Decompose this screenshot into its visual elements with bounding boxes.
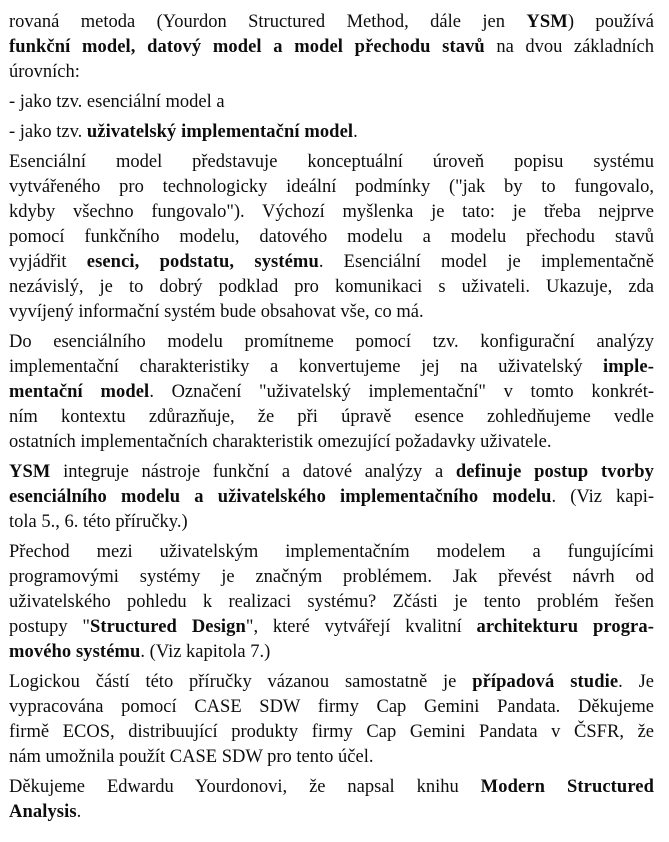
text-segment: . Označení "uživatelský implementační" v tomto konkrét- bbox=[149, 382, 654, 402]
text-segment: na dvou základních bbox=[484, 37, 654, 57]
bold-text-segment: Analysis bbox=[9, 802, 77, 822]
text-line bbox=[9, 200, 654, 225]
text-segment: . bbox=[353, 122, 358, 142]
text-line bbox=[9, 565, 654, 590]
text-segment: . Je bbox=[618, 672, 655, 692]
text-line bbox=[9, 150, 654, 175]
text-line bbox=[9, 250, 654, 275]
text-segment: úrovních: bbox=[9, 62, 80, 82]
text-segment: pomocí funkčního modelu, datového modelu a modelu přechodu stavů bbox=[9, 227, 654, 247]
text-line bbox=[9, 720, 654, 745]
text-segment: programovými systémy je značným problémem. Jak převést návrh od bbox=[9, 567, 654, 587]
bold-text-segment: esenci, podstatu, systému bbox=[86, 252, 319, 272]
text-line bbox=[9, 640, 654, 665]
text-segment: . bbox=[76, 802, 82, 822]
text-line bbox=[9, 380, 654, 405]
text-segment: kdyby všechno fungovalo"). Výchozí myšlenka je tato: je třeba nejprve bbox=[9, 202, 654, 222]
bold-text-segment: Modern Structured bbox=[480, 777, 654, 797]
text-line bbox=[9, 485, 654, 510]
paragraph bbox=[9, 670, 654, 770]
text-segment: vytvářeného pro technologicky ideální podmínky ("jak by to fungovalo, bbox=[9, 177, 654, 197]
text-segment: vypracována pomocí CASE SDW firmy Cap Gemini Pandata. Děkujeme bbox=[9, 697, 654, 717]
text-segment: Děkujeme Edwardu Yourdonovi, že napsal knihu bbox=[9, 777, 481, 797]
paragraph bbox=[9, 10, 654, 85]
text-line bbox=[9, 90, 654, 115]
text-line bbox=[9, 405, 654, 430]
text-segment: Přechod mezi uživatelským implementačním modelem a fungujícími bbox=[9, 542, 654, 562]
bold-text-segment: imple- bbox=[603, 357, 654, 377]
paragraph bbox=[9, 150, 654, 325]
text-line bbox=[9, 800, 654, 825]
bold-text-segment: architekturu progra- bbox=[476, 617, 654, 637]
bold-text-segment: mového systému bbox=[9, 642, 141, 662]
text-segment: . (Viz kapi- bbox=[551, 487, 654, 507]
text-line bbox=[9, 300, 654, 325]
bold-text-segment: uživatelský implementační model bbox=[86, 122, 354, 142]
text-segment: vyvíjený informační systém bude obsahovat vše, co má. bbox=[9, 302, 424, 322]
text-line bbox=[9, 460, 654, 485]
text-line bbox=[9, 745, 654, 770]
paragraph bbox=[9, 460, 654, 535]
text-segment: tola 5., 6. této příručky.) bbox=[9, 512, 188, 532]
text-line bbox=[9, 355, 654, 380]
bold-text-segment: případová studie bbox=[472, 672, 619, 692]
bold-text-segment: Structured Design bbox=[89, 617, 246, 637]
text-line bbox=[9, 670, 654, 695]
text-segment: implementační charakteristiky a konvertujeme jej na uživatelský bbox=[9, 357, 604, 377]
text-line bbox=[9, 775, 654, 800]
bold-text-segment: mentační model bbox=[9, 382, 150, 402]
text-segment: ) používá bbox=[567, 12, 654, 32]
text-line bbox=[9, 540, 654, 565]
paragraph bbox=[9, 775, 654, 825]
paragraph bbox=[9, 330, 654, 455]
text-line bbox=[9, 590, 654, 615]
text-segment: . Esenciální model je implementačně bbox=[318, 252, 654, 272]
text-segment: ", které vytvářejí kvalitní bbox=[245, 617, 477, 637]
text-line bbox=[9, 60, 654, 85]
text-segment: Esenciální model představuje konceptuální úroveň popisu systému bbox=[9, 152, 654, 172]
text-segment: . (Viz kapitola 7.) bbox=[140, 642, 271, 662]
text-segment: rovaná metoda (Yourdon Structured Method, dále jen bbox=[9, 12, 527, 32]
text-line bbox=[9, 225, 654, 250]
text-segment: ním kontextu zdůrazňuje, že při úpravě esence zohledňujeme vedle bbox=[9, 407, 654, 427]
text-segment: - jako tzv. bbox=[9, 122, 87, 142]
text-line bbox=[9, 120, 654, 145]
text-line bbox=[9, 35, 654, 60]
text-line bbox=[9, 510, 654, 535]
paragraph bbox=[9, 540, 654, 665]
text-segment: - jako tzv. esenciální model a bbox=[9, 92, 225, 112]
bold-text-segment: YSM bbox=[9, 462, 51, 482]
text-line bbox=[9, 430, 654, 455]
text-segment: Do esenciálního modelu promítneme pomocí tzv. konfigurační analýzy bbox=[9, 332, 654, 352]
text-line bbox=[9, 615, 654, 640]
text-segment: firmě ECOS, distribuující produkty firmy Cap Gemini Pandata v ČSFR, že bbox=[9, 722, 654, 742]
text-segment: postupy " bbox=[9, 617, 90, 637]
text-segment: Logickou částí této příručky vázanou samostatně je bbox=[9, 672, 473, 692]
text-segment: integruje nástroje funkční a datové analýzy a bbox=[50, 462, 456, 482]
bold-text-segment: YSM bbox=[526, 12, 568, 32]
bold-text-segment: esenciálního modelu a uživatelského implementačního modelu bbox=[9, 487, 552, 507]
bold-text-segment: definuje postup tvorby bbox=[455, 462, 654, 482]
text-line bbox=[9, 275, 654, 300]
text-line bbox=[9, 695, 654, 720]
document-content bbox=[9, 10, 654, 825]
text-segment: ostatních implementačních charakteristik omezující požadavky uživatele. bbox=[9, 432, 552, 452]
text-line bbox=[9, 330, 654, 355]
text-segment: nezávislý, je to dobrý podklad pro komunikaci s uživateli. Ukazuje, zda bbox=[9, 277, 654, 297]
list-item bbox=[9, 120, 654, 145]
list-item bbox=[9, 90, 654, 115]
text-line bbox=[9, 175, 654, 200]
text-segment: vyjádřit bbox=[9, 252, 87, 272]
text-line bbox=[9, 10, 654, 35]
text-segment: nám umožnila použít CASE SDW pro tento účel. bbox=[9, 747, 374, 767]
bold-text-segment: funkční model, datový model a model přechodu stavů bbox=[9, 37, 485, 57]
text-segment: uživatelského pohledu k realizaci systému? Zčásti je tento problém řešen bbox=[9, 592, 654, 612]
